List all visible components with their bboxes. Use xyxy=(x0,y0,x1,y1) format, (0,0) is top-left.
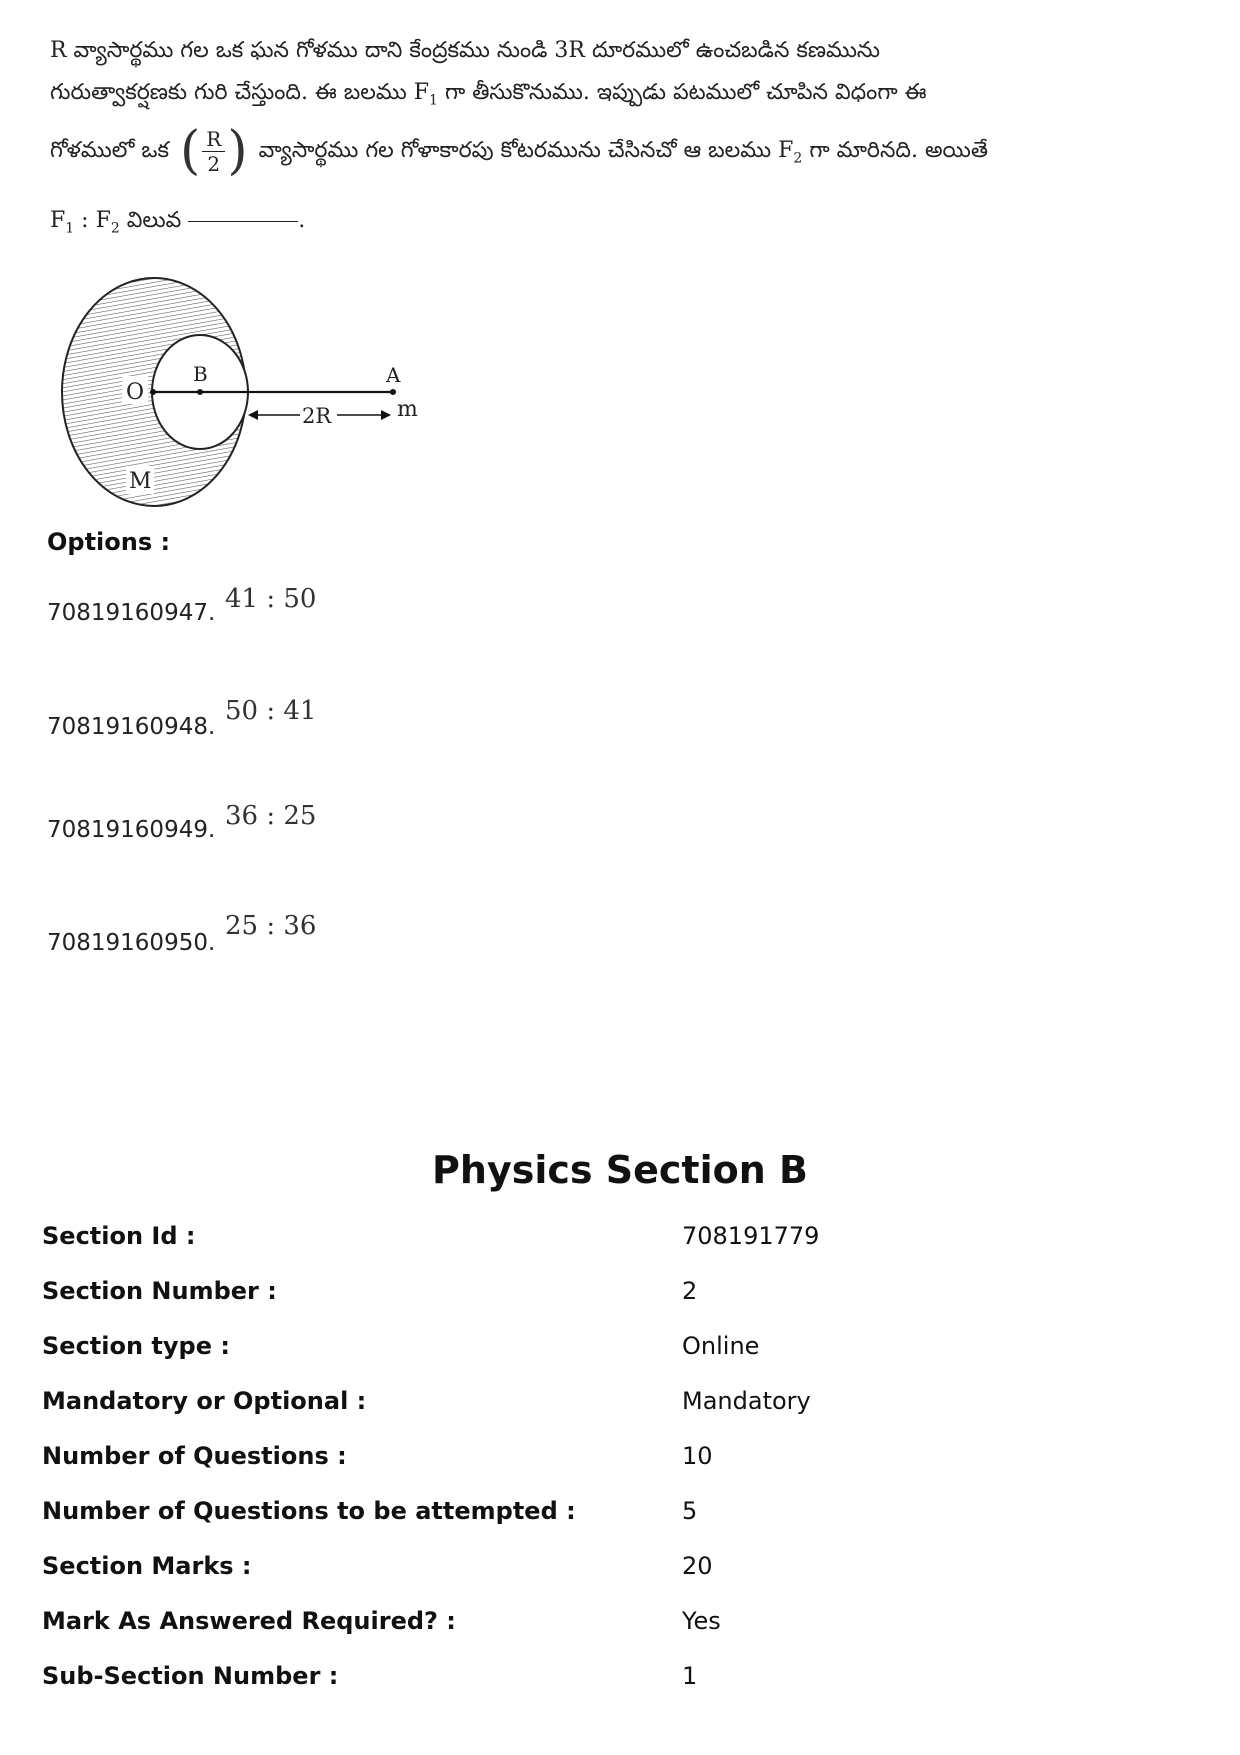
option-value: 41 : 50 xyxy=(225,584,317,614)
option-value: 25 : 36 xyxy=(225,911,317,941)
row-value: 1 xyxy=(682,1662,698,1690)
label-a: A xyxy=(386,363,401,387)
question-text-2b: గా తీసుకొనుము. ఇప్పుడు పటములో చూపిన విధంగా ఈ xyxy=(444,80,927,105)
point-a xyxy=(390,389,396,395)
row-value: Mandatory xyxy=(682,1387,811,1415)
arrowhead-right xyxy=(381,410,391,420)
section-title: Physics Section B xyxy=(432,1148,808,1192)
row-label: Number of Questions : xyxy=(42,1442,347,1470)
section-row-num-questions xyxy=(42,1442,1192,1482)
row-label: Section Id : xyxy=(42,1222,196,1250)
row-label: Mandatory or Optional : xyxy=(42,1387,367,1415)
row-label: Mark As Answered Required? : xyxy=(42,1607,456,1635)
option-value: 50 : 41 xyxy=(225,696,317,726)
force-f1-subscript: 1 xyxy=(65,220,75,237)
question-text-1: R వ్యాసార్థము గల ఒక ఘన గోళము దాని కేంద్రకము నుండి 3R దూరములో ఉంచబడిన కణమును xyxy=(50,38,880,63)
section-row-mandatory xyxy=(42,1387,1192,1427)
force-subscript-2: 2 xyxy=(793,150,803,167)
sphere-cavity-figure xyxy=(50,272,430,522)
section-row-marks xyxy=(42,1552,1192,1592)
force-subscript-1: 1 xyxy=(429,92,438,109)
question-text-3b: వ్యాసార్థము గల గోళాకారపు కోటరమును చేసినచో ఆ బలము F xyxy=(258,138,794,163)
row-label: Sub-Section Number : xyxy=(42,1662,339,1690)
row-label: Number of Questions to be attempted : xyxy=(42,1497,576,1525)
option-id: 70819160947. xyxy=(47,600,216,626)
row-value: 2 xyxy=(682,1277,698,1305)
force-f1-letter: F xyxy=(50,208,66,233)
fraction-numerator: R xyxy=(202,127,225,152)
section-row-subsection xyxy=(42,1662,1192,1702)
option-id: 70819160948. xyxy=(47,714,216,740)
row-label: Section Marks : xyxy=(42,1552,252,1580)
row-value: 708191779 xyxy=(682,1222,820,1250)
row-value: Yes xyxy=(682,1607,721,1635)
question-line-3 xyxy=(50,121,988,181)
option-id: 70819160949. xyxy=(47,817,216,843)
answer-blank xyxy=(188,221,298,222)
row-label: Section type : xyxy=(42,1332,230,1360)
section-row-mark-answered xyxy=(42,1607,1192,1647)
label-mass-m: M xyxy=(129,469,152,494)
force-f2-subscript: 2 xyxy=(110,220,120,237)
label-o: O xyxy=(126,380,145,405)
label-particle-m: m xyxy=(397,397,418,422)
question-end-period: . xyxy=(298,208,306,233)
point-b xyxy=(197,389,203,395)
section-row-number xyxy=(42,1277,1192,1317)
fraction-r-over-2: ( $\frac{R}{2}$ ) xyxy=(179,121,248,181)
options-heading: Options : xyxy=(47,528,171,556)
label-b: B xyxy=(193,362,208,386)
row-value: 10 xyxy=(682,1442,713,1470)
ratio-colon-f2: : F xyxy=(74,208,111,233)
row-value: Online xyxy=(682,1332,760,1360)
row-label: Section Number : xyxy=(42,1277,277,1305)
point-o xyxy=(150,389,156,395)
question-text-3a: గోళములో ఒక xyxy=(50,138,169,163)
option-id: 70819160950. xyxy=(47,930,216,956)
question-text-2a: గురుత్వాకర్షణకు గురి చేస్తుంది. ఈ బలము F xyxy=(50,80,430,105)
arrowhead-left xyxy=(248,410,258,420)
question-text-4b: విలువ xyxy=(126,208,182,233)
row-value: 20 xyxy=(682,1552,713,1580)
question-line-2 xyxy=(50,80,926,110)
section-row-attempted xyxy=(42,1497,1192,1537)
fraction-denominator: 2 xyxy=(207,151,221,176)
question-text-3c: గా మారినది. అయితే xyxy=(809,138,988,163)
question-line-1 xyxy=(50,38,880,68)
section-row-type xyxy=(42,1332,1192,1372)
option-value: 36 : 25 xyxy=(225,801,317,831)
label-distance-2r: 2R xyxy=(302,404,332,428)
section-row-id xyxy=(42,1222,1192,1262)
question-line-4 xyxy=(50,208,305,238)
row-value: 5 xyxy=(682,1497,698,1525)
